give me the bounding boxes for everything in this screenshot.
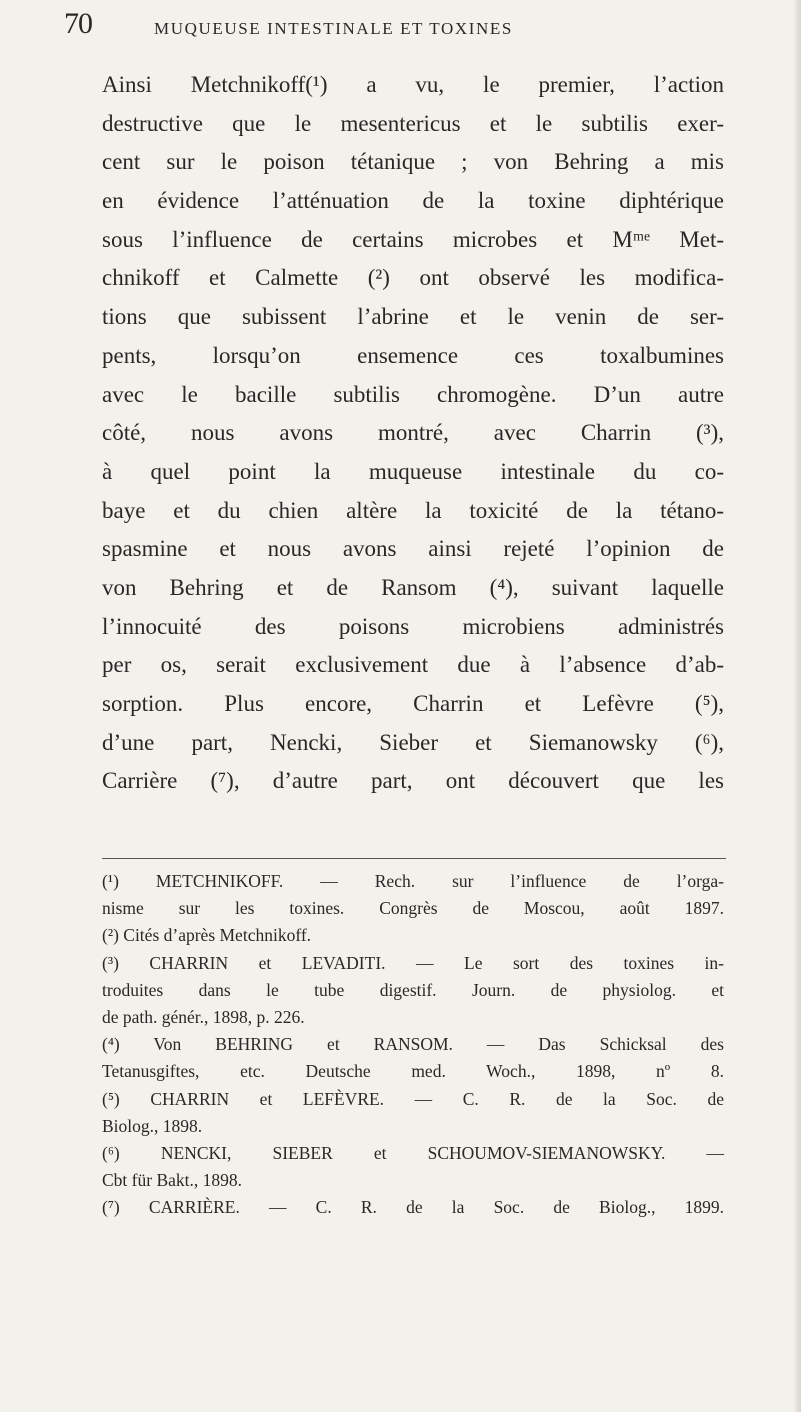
footnotes — [102, 868, 724, 1221]
footnote-line: (²) Cités d’après Metchnikoff. — [102, 925, 312, 946]
text-line: à quel point la muqueuse intestinale du co- — [102, 458, 724, 484]
page-edge-shadow — [793, 0, 801, 1412]
text-line: tions que subissent l’abrine et le venin de ser- — [102, 304, 724, 330]
text-line: Ainsi Metchnikoff(¹) a vu, le premier, l’action — [102, 72, 724, 97]
text-line: côté, nous avons montré, avec Charrin (³), — [102, 420, 724, 446]
footnote-line: (¹) METCHNIKOFF. — Rech. sur l’influence de l’orga- — [102, 871, 724, 891]
text-line: cent sur le poison tétanique ; von Behring a mis — [102, 149, 724, 175]
text-line: Carrière (⁷), d’autre part, ont découvert que les — [102, 768, 724, 794]
footnote-rule — [102, 858, 726, 859]
text-line: sous l’influence de certains microbes et Mᵐᵉ Met- — [102, 226, 724, 252]
text-line: d’une part, Nencki, Sieber et Siemanowsky (⁶), — [102, 729, 724, 755]
footnote-line: Tetanusgiftes, etc. Deutsche med. Woch., 1898, nº 8. — [102, 1061, 724, 1082]
text-line: en évidence l’atténuation de la toxine diphtérique — [102, 188, 724, 214]
footnote-line: Biolog., 1898. — [102, 1115, 203, 1136]
text-line: chnikoff et Calmette (²) ont observé les modifica- — [102, 265, 724, 291]
footnote-line: Cbt für Bakt., 1898. — [102, 1170, 242, 1191]
page-number: 70 — [64, 7, 92, 40]
footnote-line: (³) CHARRIN et LEVADITI. — Le sort des toxines in- — [102, 952, 724, 973]
main-paragraph — [102, 66, 724, 801]
footnote-line: troduites dans le tube digestif. Journ. de physiolog. et — [102, 979, 724, 1000]
text-line: baye et du chien altère la toxicité de la tétano- — [102, 497, 724, 523]
footnote-line: (⁵) CHARRIN et LEFÈVRE. — C. R. de la Soc. de — [102, 1088, 724, 1109]
text-line: von Behring et de Ransom (⁴), suivant laquelle — [102, 574, 724, 600]
text-line: sorption. Plus encore, Charrin et Lefèvre (⁵), — [102, 691, 724, 716]
text-line: per os, serait exclusivement due à l’absence d’ab- — [102, 652, 724, 678]
running-head: MUQUEUSE INTESTINALE ET TOXINES — [154, 19, 513, 38]
text-line: avec le bacille subtilis chromogène. D’un autre — [102, 381, 724, 407]
page-header — [64, 4, 744, 50]
text-line: spasmine et nous avons ainsi rejeté l’opinion de — [102, 536, 724, 562]
text-line: destructive que le mesentericus et le subtilis exer- — [102, 110, 724, 136]
text-line: l’innocuité des poisons microbiens administrés — [102, 613, 724, 639]
footnote-line: de path. génér., 1898, p. 226. — [102, 1006, 305, 1027]
footnote-line: (⁶) NENCKI, SIEBER et SCHOUMOV-SIEMANOWSKY. — — [102, 1142, 724, 1163]
footnote-line: (⁴) Von BEHRING et RANSOM. — Das Schicksal des — [102, 1034, 724, 1055]
footnote-line: (⁷) CARRIÈRE. — C. R. de la Soc. de Biolog., 1899. — [102, 1197, 724, 1218]
text-line: pents, lorsqu’on ensemence ces toxalbumines — [102, 342, 724, 368]
footnote-line: nisme sur les toxines. Congrès de Moscou, août 1897. — [102, 898, 724, 919]
